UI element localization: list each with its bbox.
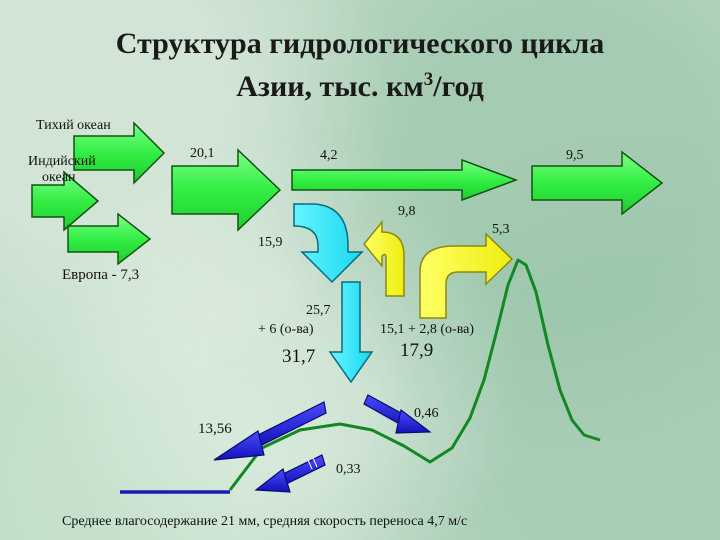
terrain-profile-line (230, 260, 600, 490)
outflow-arrow-9-5 (532, 152, 662, 214)
value-13-56: 13,56 (198, 421, 232, 437)
europe-inflow-arrow (68, 214, 150, 264)
transit-arrow-4-2 (292, 160, 516, 200)
pacific-ocean-label: Тихий океан (36, 118, 111, 133)
cyan-precipitation-down-arrow (330, 282, 372, 382)
indian-ocean-label-line-1: Индийский (28, 154, 96, 169)
title-line-1: Структура гидрологического цикла (115, 27, 605, 60)
value-15-1-islands: 15,1 + 2,8 (о-ва) (380, 322, 475, 337)
value-4-2: 4,2 (320, 148, 338, 163)
value-15-9: 15,9 (258, 235, 283, 250)
value-9-8: 9,8 (398, 204, 416, 219)
value-islands-6: + 6 (о-ва) (258, 322, 314, 337)
value-0-46: 0,46 (414, 406, 439, 421)
title-superscript: 3 (423, 69, 434, 90)
yellow-evaporation-small-arrow (364, 222, 404, 296)
title-line-2 (0, 62, 720, 105)
value-25-7: 25,7 (306, 303, 331, 318)
value-17-9: 17,9 (400, 340, 434, 361)
value-5-3: 5,3 (492, 222, 510, 237)
runoff-arrow-0-33 (256, 455, 325, 492)
yellow-evaporation-large-arrow (420, 234, 512, 318)
value-20-1: 20,1 (190, 146, 215, 161)
caption-text: Среднее влагосодержание 21 мм, средняя скорость переноса 4,7 м/с (62, 514, 468, 529)
main-inflow-arrow-20-1 (172, 150, 280, 230)
value-9-5: 9,5 (566, 148, 584, 163)
cyan-precipitation-curved-arrow (294, 204, 362, 282)
title-line-2-prefix: Азии, тыс. км (236, 70, 424, 103)
indian-ocean-label-line-2: океан (42, 170, 76, 185)
value-31-7: 31,7 (282, 346, 316, 367)
title-line-2-suffix: /год (433, 70, 484, 103)
europe-label: Европа - 7,3 (62, 267, 140, 283)
value-0-33: 0,33 (336, 462, 361, 477)
